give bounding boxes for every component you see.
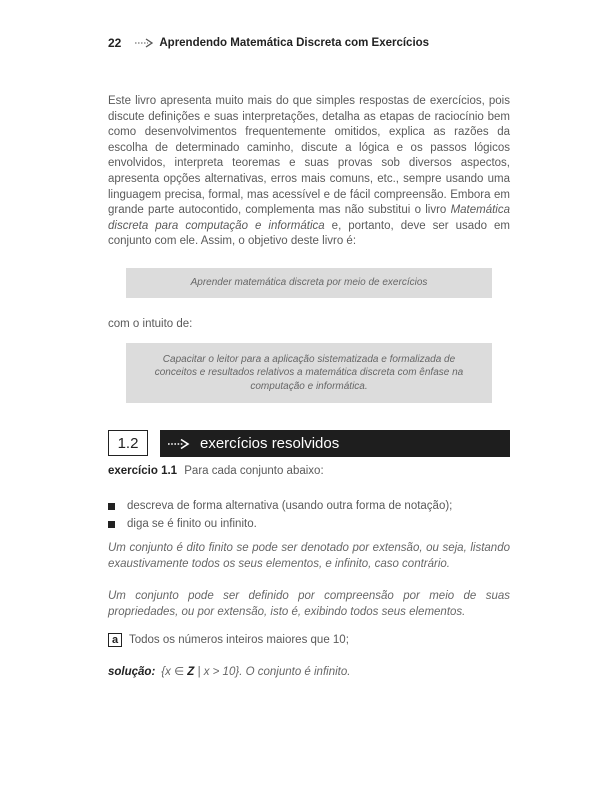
exercise-label: exercício 1.1 (108, 465, 178, 477)
dotted-arrow-icon (168, 438, 192, 450)
purpose-box (126, 343, 492, 403)
running-header (108, 36, 429, 50)
solution-label: solução: (108, 666, 156, 678)
book-title: Aprendendo Matemática Discreta com Exercícios (159, 37, 430, 49)
solution-text: . O conjunto é infinito. (239, 666, 351, 678)
exercise-item-a (108, 633, 349, 647)
bullet-square-icon (108, 521, 115, 528)
exercise-bullets (108, 497, 452, 533)
intro-paragraph: Este livro apresenta muito mais do que simples respostas de exercícios, pois discute definições e suas interpretações, detalha as etapas de raciocínio bem como desenvolvimentos frequentemente omitidos, explica as razões da escolha de determinado caminho, discute a lógica e os passos lógicos envolvidos, interpreta teoremas e suas provas sob diversos aspectos, apresenta opções alternativas, erros mais comuns, etc., sempre usando uma linguagem precisa, formal, mas acessível e de fácil compreensão. Embora em grande parte autocontido, complementa mas não substitui o livro Matemática discreta para computação e informática e, portanto, deve ser usado em conjunto com ele. Assim, o objetivo deste livro é: (108, 95, 510, 248)
bullet-square-icon (108, 503, 115, 510)
section-number: 1.2 (108, 430, 148, 456)
list-item: diga se é finito ou infinito. (108, 515, 452, 533)
objective-box (126, 268, 492, 298)
item-text: Todos os números inteiros maiores que 10; (129, 634, 349, 646)
set-definition-note: Um conjunto pode ser definido por compreensão por meio de suas propriedades, ou por extensão, isto é, exibindo todos seus elementos. (108, 590, 510, 618)
section-title: exercícios resolvidos (200, 435, 340, 452)
exercise-heading (108, 465, 324, 477)
list-item: descreva de forma alternativa (usando outra forma de notação); (108, 497, 452, 515)
solution-set: {x ∈ Z | x > 10} (161, 666, 240, 678)
objective-text: Aprender matemática discreta por meio de exercícios (190, 277, 428, 289)
book-reference: Matemática discreta para computação e informática (108, 204, 510, 232)
item-label: a (108, 633, 122, 647)
solution (108, 664, 350, 678)
section-heading-bar (160, 430, 510, 457)
intuito-text: com o intuito de: (108, 318, 193, 330)
dotted-arrow-icon (135, 38, 155, 48)
exercise-prompt: Para cada conjunto abaixo: (184, 465, 324, 477)
finite-definition-note: Um conjunto é dito finito se pode ser denotado por extensão, ou seja, listando exaustivamente todos os seus elementos, e infinito, caso contrário. (108, 542, 510, 570)
page-number: 22 (108, 36, 122, 50)
purpose-text: Capacitar o leitor para a aplicação sistematizada e formalizada de conceitos e resultados relativos a matemática discreta com ênfase na computação e informática. (154, 353, 464, 392)
